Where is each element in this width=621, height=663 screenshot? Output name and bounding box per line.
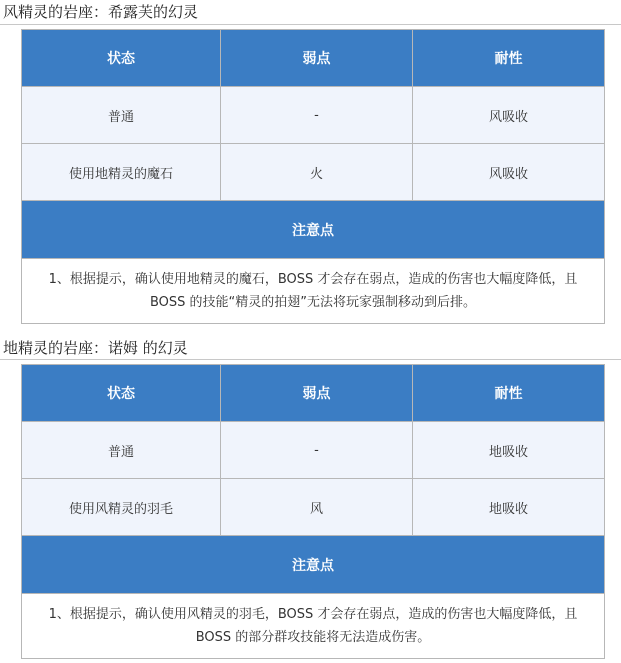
header-weakness: 弱点 — [221, 365, 413, 422]
cell-resistance: 风吸收 — [413, 87, 605, 144]
note-title: 注意点 — [22, 201, 605, 259]
cell-status: 普通 — [22, 422, 221, 479]
header-weakness: 弱点 — [221, 30, 413, 87]
table-row — [22, 479, 605, 536]
cell-resistance: 风吸收 — [413, 144, 605, 201]
note-row — [22, 259, 605, 324]
cell-weakness: - — [221, 87, 413, 144]
header-resistance: 耐性 — [413, 30, 605, 87]
header-status: 状态 — [22, 365, 221, 422]
section-title: 地精灵的岩座：诺姆 的幻灵 — [3, 339, 188, 357]
note-text: 1、根据提示，确认使用风精灵的羽毛，BOSS 才会存在弱点，造成的伤害也大幅度降低，且 BOSS 的部分群攻技能将无法造成伤害。 — [22, 594, 605, 659]
header-resistance: 耐性 — [413, 365, 605, 422]
note-text: 1、根据提示，确认使用地精灵的魔石，BOSS 才会存在弱点，造成的伤害也大幅度降低，且 BOSS 的技能“精灵的拍翅”无法将玩家强制移动到后排。 — [22, 259, 605, 324]
cell-resistance: 地吸收 — [413, 479, 605, 536]
cell-status: 使用风精灵的羽毛 — [22, 479, 221, 536]
section-divider — [0, 359, 621, 360]
table-row — [22, 87, 605, 144]
table-header-row — [22, 365, 605, 422]
cell-status: 使用地精灵的魔石 — [22, 144, 221, 201]
table-row — [22, 422, 605, 479]
header-status: 状态 — [22, 30, 221, 87]
section-divider — [0, 24, 621, 25]
cell-weakness: 风 — [221, 479, 413, 536]
cell-weakness: - — [221, 422, 413, 479]
cell-weakness: 火 — [221, 144, 413, 201]
note-row — [22, 594, 605, 659]
table-header-row — [22, 30, 605, 87]
info-table — [21, 29, 605, 324]
cell-resistance: 地吸收 — [413, 422, 605, 479]
note-title: 注意点 — [22, 536, 605, 594]
cell-status: 普通 — [22, 87, 221, 144]
note-header-row — [22, 201, 605, 259]
note-header-row — [22, 536, 605, 594]
section-title: 风精灵的岩座：希露芙的幻灵 — [3, 3, 199, 21]
info-table — [21, 364, 605, 659]
table-row — [22, 144, 605, 201]
